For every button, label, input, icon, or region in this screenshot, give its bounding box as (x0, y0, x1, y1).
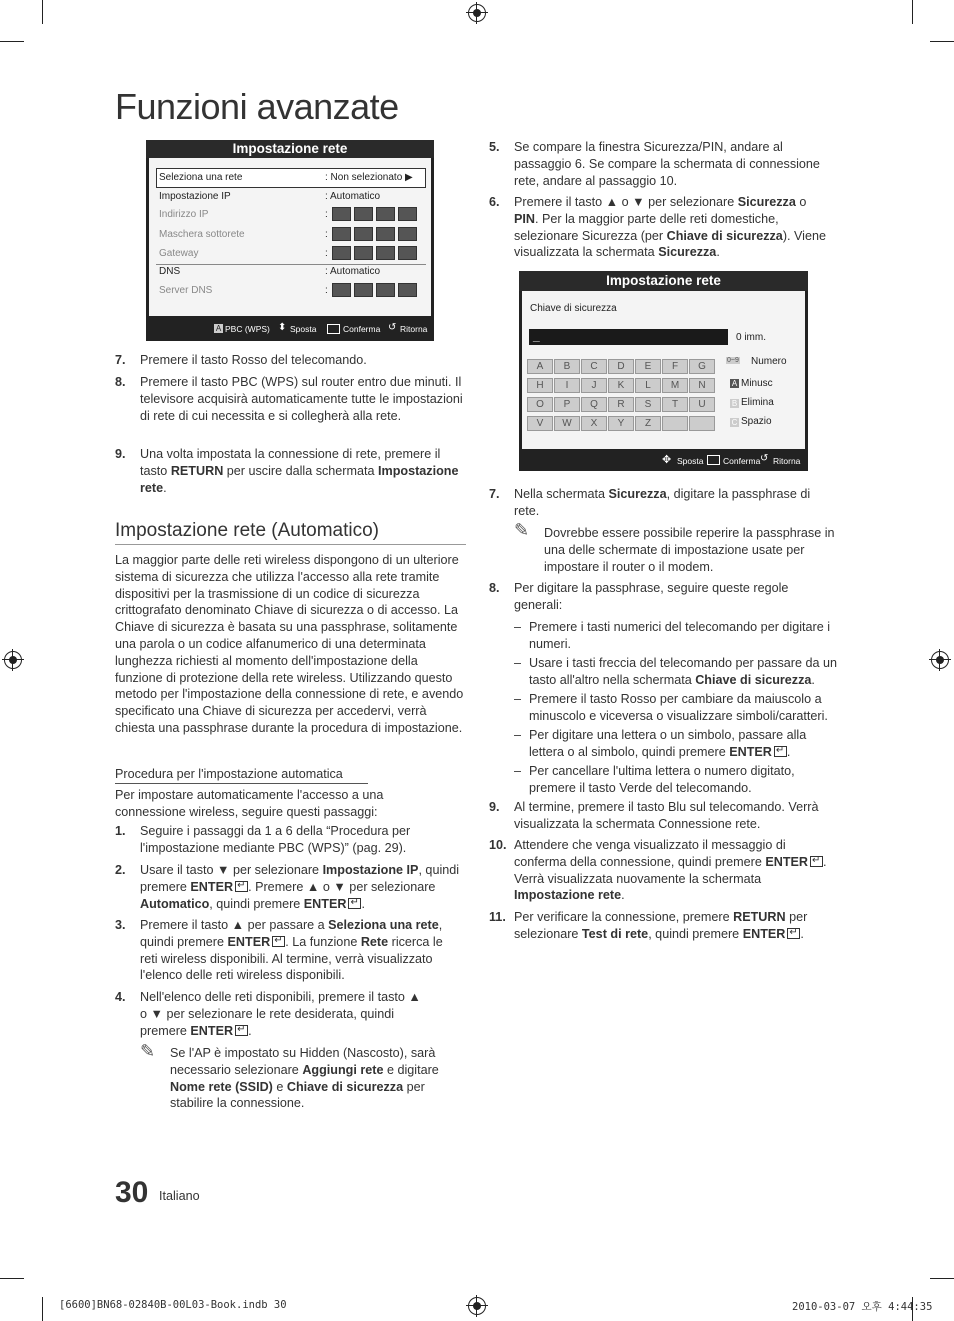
move-label: Sposta (677, 456, 704, 466)
step-text: Se compare la finestra Sicurezza/PIN, andare al passaggio 6. Se compare la schermata di connessione rete, andare al passaggio 10. (514, 140, 820, 188)
lowercase-label[interactable]: Minusc (741, 378, 773, 389)
row-label: Indirizzo IP (159, 209, 209, 220)
step-number: 3. (115, 918, 126, 932)
field-label: Chiave di sicurezza (530, 303, 617, 314)
bullet-text: Per cancellare l'ultima lettera o numero digitato, premere il tasto Verde del telecomando. (529, 764, 795, 795)
step-text: Premere il tasto PBC (WPS) sul router entro due minuti. Il televisore acquisirà automaticamente tutte le impostazioni di rete di cui necessita e si collegherà alla rete. (140, 375, 463, 423)
page-number: 30 (115, 1176, 149, 1209)
step-number: 8. (115, 375, 126, 389)
network-settings-screen (146, 140, 434, 341)
step-text: Per digitare la passphrase, seguire queste regole generali: (514, 581, 789, 612)
step-number: 2. (115, 863, 126, 877)
keyboard-key[interactable]: R (608, 397, 634, 412)
keyboard-key[interactable]: U (689, 397, 715, 412)
keyboard-key[interactable] (689, 416, 715, 431)
screen-title: Impostazione rete (519, 271, 808, 291)
note-text: Se l'AP è impostato su Hidden (Nascosto), sarà necessario selezionare Aggiungi rete e digitare Nome rete (SSID) e Chiave di sicurezza per stabilire la connessione. (170, 1046, 439, 1111)
return-icon: ↺ (388, 322, 397, 333)
keyboard-key[interactable]: B (554, 359, 580, 374)
row-value: : Automatico (325, 266, 381, 277)
keyboard-key[interactable]: C (581, 359, 607, 374)
row-value: : (325, 229, 328, 240)
step-number: 5. (489, 140, 500, 154)
sub-heading: Procedura per l'impostazione automatica (115, 766, 368, 784)
keyboard-key[interactable]: N (689, 378, 715, 393)
keyboard-key[interactable]: Z (635, 416, 661, 431)
keyboard-key[interactable]: E (635, 359, 661, 374)
step-number: 10. (489, 838, 507, 852)
crop-mark (930, 41, 954, 42)
step-text: Nell'elenco delle reti disponibili, premere il tasto ▲ o ▼ per selezionare le rete desiderata, quindi premere ENTER↵ . (140, 989, 430, 1039)
intro-paragraph: La maggior parte delle reti wireless dispongono di un ulteriore sistema di sicurezza che utilizza l'accesso alla rete tramite dispositivi per la trasmissione di un codice di sicurezza crittografato denominato Chiave di sicurezza o di accesso. La Chiave di sicurezza è basata su una passphrase, solitamente una parola o un codice alfanumerico di una determinata lunghezza richiesti al momento dell'impostazione della funzione di protezione della rete wireless. Utilizzando questo metodo per l'impostazione della connessione di rete, e avendo specificato una Chiave di sicurezza per accedervi, verrà chiesta una passphrase durante la procedura di impostazione. (115, 553, 464, 735)
bullet-dash: – (514, 620, 522, 634)
a-button-icon: A (731, 379, 738, 388)
registration-mark-icon (468, 4, 486, 22)
b-button-icon: B (731, 399, 738, 408)
keyboard-key[interactable]: K (608, 378, 634, 393)
cursor: _ (533, 329, 540, 343)
keyboard-key[interactable]: X (581, 416, 607, 431)
enter-icon (327, 324, 340, 334)
crop-mark (0, 41, 24, 42)
delete-label[interactable]: Elimina (741, 397, 774, 408)
bullet-text: Usare i tasti freccia del telecomando per passare da un tasto all'altro nella schermata Chiave di sicurezza. (529, 656, 838, 687)
keyboard-key[interactable]: L (635, 378, 661, 393)
row-label: DNS (159, 266, 181, 277)
screen-title: Impostazione rete (146, 140, 434, 158)
crop-mark (912, 0, 913, 24)
row-label: Server DNS (159, 285, 213, 296)
step-text: Per verificare la connessione, premere RETURN per selezionare Test di rete, quindi premere ENTER↵ . (514, 909, 830, 943)
keyboard-key[interactable]: G (689, 359, 715, 374)
keyboard-key[interactable]: O (527, 397, 553, 412)
row-label: Gateway (159, 248, 199, 259)
step-text: Al termine, premere il tasto Blu sul telecomando. Verrà visualizzata la schermata Connessione rete. (514, 800, 819, 831)
step-text: Usare il tasto ▼ per selezionare Impostazione IP, quindi premere ENTER↵ . Premere ▲ o ▼ per selezionare Automatico, quindi premere ENTER↵ . (140, 862, 468, 912)
file-slug: [6600]BN68-02840B-00L03-Book.indb 30 (59, 1299, 287, 1311)
row-label: Seleziona una rete (159, 172, 243, 183)
keyboard-key[interactable]: I (554, 378, 580, 393)
bullet-text: Premere i tasti numerici del telecomando per digitare i numeri. (529, 620, 830, 651)
keyboard-key[interactable]: Q (581, 397, 607, 412)
confirm-label: Conferma (723, 456, 761, 466)
registration-mark-icon (468, 1297, 486, 1315)
space-label[interactable]: Spazio (741, 416, 772, 427)
screen-footer (519, 449, 808, 471)
step-text: Seguire i passaggi da 1 a 6 della “Procedura per l'impostazione mediante PBC (WPS)” (pag. 29). (140, 824, 411, 855)
numero-label[interactable]: Numero (751, 356, 787, 367)
crop-mark (42, 1297, 43, 1321)
step-number: 9. (489, 800, 500, 814)
step-number: 9. (115, 447, 126, 461)
sub-intro: Per impostare automaticamente l'accesso a una connessione wireless, seguire questi passaggi: (115, 788, 384, 819)
keyboard-key[interactable]: D (608, 359, 634, 374)
crop-mark (930, 1278, 954, 1279)
confirm-label: Conferma (343, 324, 381, 334)
keyboard-key[interactable]: J (581, 378, 607, 393)
step-number: 8. (489, 581, 500, 595)
keyboard-key[interactable]: V (527, 416, 553, 431)
c-button-icon: C (731, 418, 738, 427)
step-text: Premere il tasto Rosso del telecomando. (140, 353, 367, 367)
step-text: Una volta impostata la connessione di rete, premere il tasto RETURN per uscire dalla schermata Impostazione rete. (140, 447, 459, 495)
keyboard-key[interactable]: H (527, 378, 553, 393)
step-number: 1. (115, 824, 126, 838)
bullet-dash: – (514, 764, 522, 778)
crop-mark (0, 1278, 24, 1279)
row-value: : Automatico (325, 191, 381, 202)
move-arrows-icon: ✥ (662, 454, 672, 466)
registration-mark-icon (4, 651, 22, 669)
numero-icon: 0~9 (727, 357, 739, 364)
passphrase-input[interactable] (529, 329, 728, 345)
row-value: : (325, 248, 328, 259)
back-label: Ritorna (400, 324, 428, 334)
row-label: Maschera sottorete (159, 229, 245, 240)
row-label: Impostazione IP (159, 191, 231, 202)
bullet-text: Per digitare una lettera o un simbolo, passare alla lettera o al simbolo, quindi premere ENTER↵ . (529, 727, 829, 761)
pbc-label: PBC (WPS) (225, 324, 270, 334)
a-button-icon: A (215, 324, 222, 333)
pencil-note-icon: ✎ (514, 520, 530, 540)
registration-mark-icon (931, 651, 949, 669)
step-number: 11. (489, 910, 506, 924)
keyboard-key[interactable]: T (662, 397, 688, 412)
page-title: Funzioni avanzate (115, 86, 399, 127)
keyboard-key[interactable]: Y (608, 416, 634, 431)
bullet-dash: – (514, 728, 522, 742)
keyboard-key[interactable]: A (527, 359, 553, 374)
return-icon: ↺ (760, 453, 769, 464)
keyboard-key[interactable]: F (662, 359, 688, 374)
note-text: Dovrebbe essere possibile reperire la passphrase in una delle schermate di impostazione usate per impostare il router o il modem. (544, 526, 835, 574)
updown-arrows-icon: ⬍ (278, 322, 287, 333)
screen-footer (146, 316, 434, 341)
bullet-text: Premere il tasto Rosso per cambiare da maiuscolo a minuscolo e viceversa o visualizzare simboli/caratteri. (529, 692, 828, 723)
row-value: : Non selezionato ▶ (325, 172, 413, 183)
step-number: 6. (489, 195, 500, 209)
move-label: Sposta (290, 324, 317, 334)
step-number: 4. (115, 990, 126, 1004)
crop-mark (42, 0, 43, 24)
step-number: 7. (489, 487, 500, 501)
keyboard-key[interactable]: S (635, 397, 661, 412)
char-count: 0 imm. (736, 332, 766, 343)
date-slug: 2010-03-07 오후 4:44:35 (792, 1301, 933, 1313)
row-value: : (325, 285, 328, 296)
step-text: Attendere che venga visualizzato il messaggio di conferma della connessione, quindi premere ENTER↵ . Verrà visualizzata nuovamente la schermata Impostazione rete. (514, 837, 838, 904)
keyboard-key[interactable]: P (554, 397, 580, 412)
security-key-screen (519, 271, 808, 471)
enter-icon (707, 455, 720, 465)
row-value: : (325, 209, 328, 220)
keyboard-key[interactable]: W (554, 416, 580, 431)
step-number: 7. (115, 353, 126, 367)
keyboard-key[interactable]: M (662, 378, 688, 393)
language-label: Italiano (159, 1189, 200, 1203)
step-text: Premere il tasto ▲ per passare a Seleziona una rete, quindi premere ENTER↵ . La funzione Rete ricerca le reti wireless disponibili. Al termine, verrà visualizzato l'elenco delle reti wireless disponibili. (140, 917, 462, 984)
back-label: Ritorna (773, 456, 801, 466)
pencil-note-icon: ✎ (140, 1041, 156, 1061)
divider (115, 544, 466, 545)
keyboard-key[interactable] (662, 416, 688, 431)
step-text: Premere il tasto ▲ o ▼ per selezionare Sicurezza o PIN. Per la maggior parte delle reti domestiche, selezionare Sicurezza (per Chiave di sicurezza). Viene visualizzata la schermata Sicurezza. (514, 195, 826, 260)
bullet-dash: – (514, 692, 522, 706)
section-heading: Impostazione rete (Automatico) (115, 520, 380, 541)
step-text: Nella schermata Sicurezza, digitare la passphrase di rete. (514, 487, 811, 518)
bullet-dash: – (514, 656, 522, 670)
